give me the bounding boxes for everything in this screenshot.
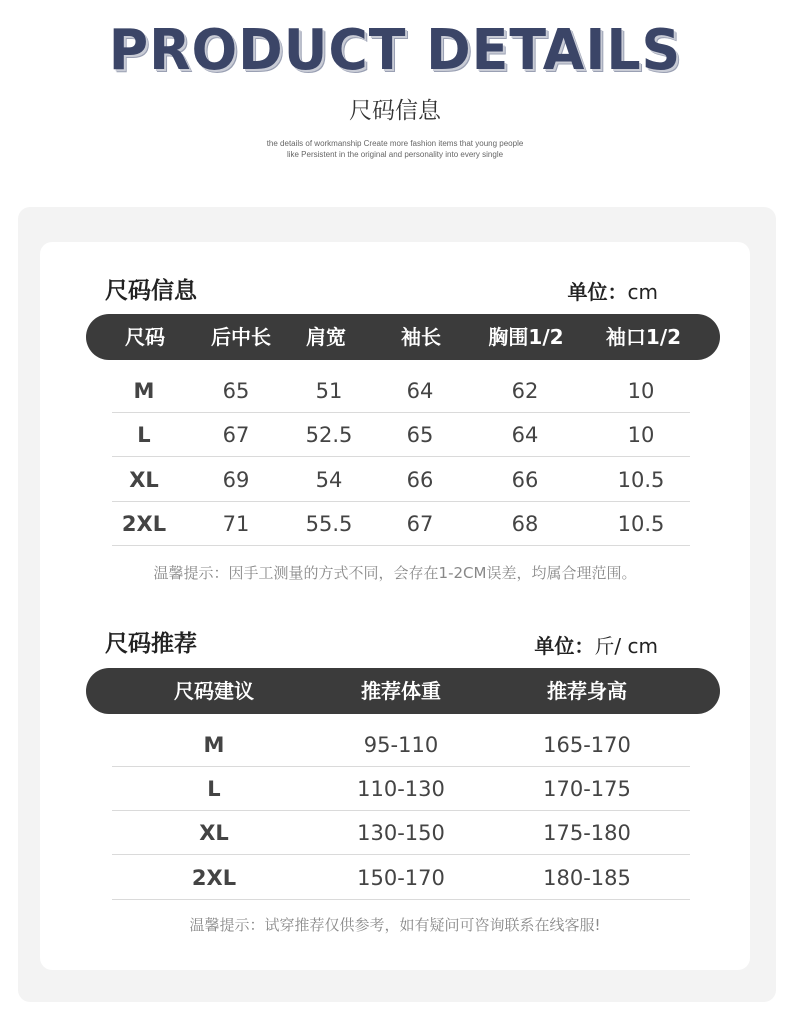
cell-weight: 95-110	[363, 733, 439, 757]
cell-sleeve: 65	[406, 423, 434, 447]
cell-shoulder: 55.5	[305, 512, 353, 536]
cell-weight: 110-130	[357, 777, 445, 801]
unit-value: 斤/ cm	[594, 634, 658, 658]
cell-sleeve: 67	[406, 512, 434, 536]
cell-height: 165-170	[543, 733, 631, 757]
cell-cuff: 10.5	[617, 468, 665, 492]
size-info-title: 尺码信息	[105, 278, 197, 304]
cell-size: XL	[129, 468, 159, 492]
cell-chest: 66	[511, 468, 539, 492]
cell-back-length: 69	[222, 468, 250, 492]
size-recommend-unit	[534, 630, 658, 659]
cell-size: XL	[199, 821, 229, 845]
size-recommend-header-bar	[86, 668, 720, 714]
header-cuff: 袖口1/2	[605, 325, 682, 349]
unit-label: 单位：	[567, 280, 628, 304]
cell-chest: 64	[511, 423, 539, 447]
cell-shoulder: 54	[315, 468, 343, 492]
header-height: 推荐身高	[547, 679, 627, 703]
hero-description	[0, 138, 790, 160]
cell-weight: 130-150	[357, 821, 445, 845]
cell-sleeve: 64	[406, 379, 434, 403]
cell-cuff: 10	[627, 379, 655, 403]
table-row	[112, 811, 690, 855]
row-divider	[112, 899, 690, 900]
cell-cuff: 10.5	[617, 512, 665, 536]
cell-cuff: 10	[627, 423, 655, 447]
table-row	[112, 413, 690, 457]
unit-value: cm	[627, 280, 658, 304]
size-info-unit	[568, 276, 658, 305]
cell-shoulder: 51	[315, 379, 343, 403]
size-info-note: 温馨提示：因手工测量的方式不同，会存在1-2CM误差，均属合理范围。	[153, 564, 637, 582]
row-divider	[112, 456, 690, 457]
row-divider	[112, 854, 690, 855]
cell-chest: 62	[511, 379, 539, 403]
table-row	[112, 502, 690, 546]
header-size: 尺码	[125, 325, 165, 349]
header-weight: 推荐体重	[361, 679, 441, 703]
header-sleeve: 袖长	[401, 325, 441, 349]
table-row	[112, 723, 690, 767]
table-row	[112, 458, 690, 502]
unit-label: 单位：	[534, 634, 595, 658]
cell-weight: 150-170	[357, 866, 445, 890]
cell-size: M	[203, 733, 225, 757]
hero-title: PRODUCT DETAILS	[108, 18, 682, 83]
cell-height: 180-185	[543, 866, 631, 890]
hero-desc-line-1: the details of workmanship Create more fashion items that young people	[266, 139, 524, 148]
cell-height: 175-180	[543, 821, 631, 845]
size-info-header-bar	[86, 314, 720, 360]
cell-sleeve: 66	[406, 468, 434, 492]
cell-size: 2XL	[191, 866, 237, 890]
row-divider	[112, 545, 690, 546]
header-chest: 胸围1/2	[488, 325, 564, 349]
table-row	[112, 767, 690, 811]
table-row	[112, 369, 690, 413]
cell-size: L	[137, 423, 151, 447]
cell-size: L	[207, 777, 221, 801]
size-recommend-note: 温馨提示：试穿推荐仅供参考，如有疑问可咨询联系在线客服!	[189, 916, 601, 934]
cell-size: M	[133, 379, 155, 403]
cell-size: 2XL	[121, 512, 167, 536]
cell-back-length: 67	[222, 423, 250, 447]
cell-back-length: 65	[222, 379, 250, 403]
cell-height: 170-175	[543, 777, 631, 801]
hero-desc-line-2: like Persistent in the original and personality into every single	[286, 150, 504, 159]
table-row	[112, 856, 690, 900]
header-size-suggest: 尺码建议	[174, 679, 254, 703]
cell-shoulder: 52.5	[305, 423, 353, 447]
header-shoulder: 肩宽	[306, 325, 346, 349]
header-back-length: 后中长	[211, 325, 271, 349]
size-recommend-title: 尺码推荐	[105, 631, 197, 657]
hero-subtitle: 尺码信息	[349, 98, 441, 124]
cell-chest: 68	[511, 512, 539, 536]
cell-back-length: 71	[222, 512, 250, 536]
